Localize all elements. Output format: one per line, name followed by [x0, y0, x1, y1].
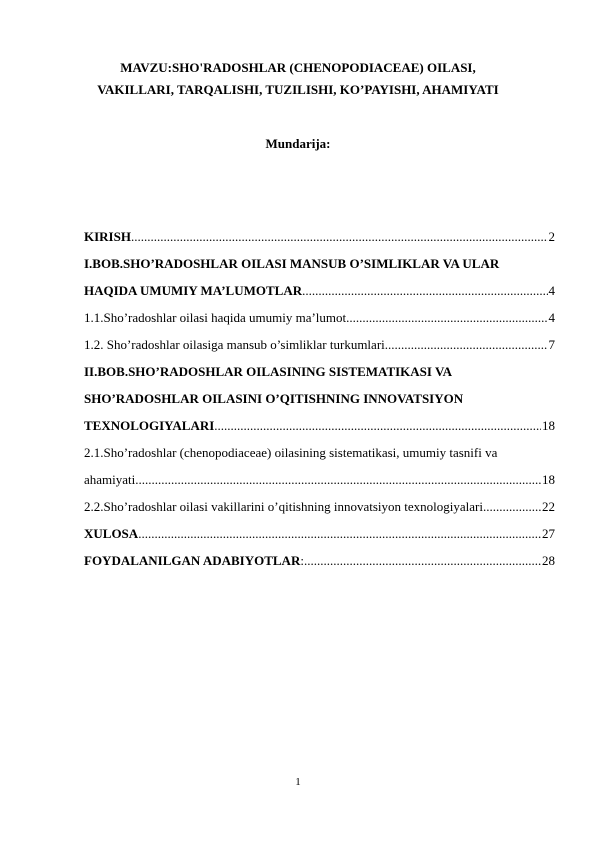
contents-heading: Mundarija: [265, 136, 331, 151]
toc-leader [302, 280, 547, 302]
toc-leader [214, 415, 541, 437]
toc-leader [131, 226, 548, 248]
toc-entry-1-1 [84, 307, 555, 329]
toc-leader [138, 523, 541, 545]
toc-page-number: 2 [548, 229, 555, 244]
toc-entry-2-1-cont [84, 469, 555, 491]
toc-entry-suffix: : [300, 553, 304, 568]
toc-entry-chapter-2-cont [84, 388, 555, 410]
toc-entry-title: 1.1.Sho’radoshlar oilasi haqida umumiy ma’lumot [84, 310, 347, 325]
toc-entry-2-1 [84, 442, 555, 464]
toc-leader [483, 496, 541, 518]
toc-entry-kirish [84, 226, 555, 248]
toc-entry-title: 2.2.Sho’radoshlar oilasi vakillarini o’qitishning innovatsiyon texnologiyalari [84, 499, 483, 514]
title-line-2: VAKILLARI, TARQALISHI, TUZILISHI, KO’PAYISHI, AHAMIYATI [97, 82, 499, 97]
toc-entry-1-2 [84, 334, 555, 356]
toc-entry-xulosa [84, 523, 555, 545]
toc-entry-2-2 [84, 496, 555, 518]
toc-page-number: 18 [542, 418, 555, 433]
toc-leader [346, 307, 547, 329]
toc-page-number: 7 [548, 337, 555, 352]
toc-entry-title: HAQIDA UMUMIY MA’LUMOTLAR [84, 283, 303, 298]
toc-leader [135, 469, 541, 491]
toc-entry-chapter-1 [84, 253, 555, 275]
toc-entry-title: II.BOB.SHO’RADOSHLAR OILASINING SISTEMATIKASI VA [84, 364, 453, 379]
toc-page-number: 18 [542, 472, 555, 487]
toc-entry-title: XULOSA [84, 526, 139, 541]
toc-entry-title: TEXNOLOGIYALARI [84, 418, 215, 433]
toc-entry-title: FOYDALANILGAN ADABIYOTLAR [84, 553, 301, 568]
toc-page-number: 28 [542, 553, 555, 568]
toc-page-number: 4 [548, 310, 555, 325]
toc-entry-title: I.BOB.SHO’RADOSHLAR OILASI MANSUB O’SIMLIKLAR VA ULAR [84, 256, 500, 271]
toc-entry-chapter-1-cont [84, 280, 555, 302]
title-line-1: MAVZU:SHO'RADOSHLAR (CHENOPODIACEAE) OILASI, [120, 60, 476, 75]
table-of-contents [84, 226, 555, 572]
toc-entry-title: KIRISH [84, 229, 131, 244]
toc-page-number: 27 [542, 526, 555, 541]
page-number: 1 [295, 776, 301, 788]
toc-entry-chapter-2-cont2 [84, 415, 555, 437]
toc-entry-title: ahamiyati [84, 472, 136, 487]
toc-leader [304, 550, 541, 572]
toc-page-number: 22 [542, 499, 555, 514]
toc-entry-title: SHO’RADOSHLAR OILASINI O’QITISHNING INNOVATSIYON [84, 391, 464, 406]
toc-entry-title: 2.1.Sho’radoshlar (chenopodiaceae) oilasining sistematikasi, umumiy tasnifi va [84, 445, 498, 460]
toc-entry-title: 1.2. Sho’radoshlar oilasiga mansub o’simliklar turkumlari [84, 337, 385, 352]
toc-entry-chapter-2 [84, 361, 555, 383]
toc-page-number: 4 [548, 283, 555, 298]
toc-leader [385, 334, 548, 356]
toc-entry-adabiyotlar [84, 550, 555, 572]
